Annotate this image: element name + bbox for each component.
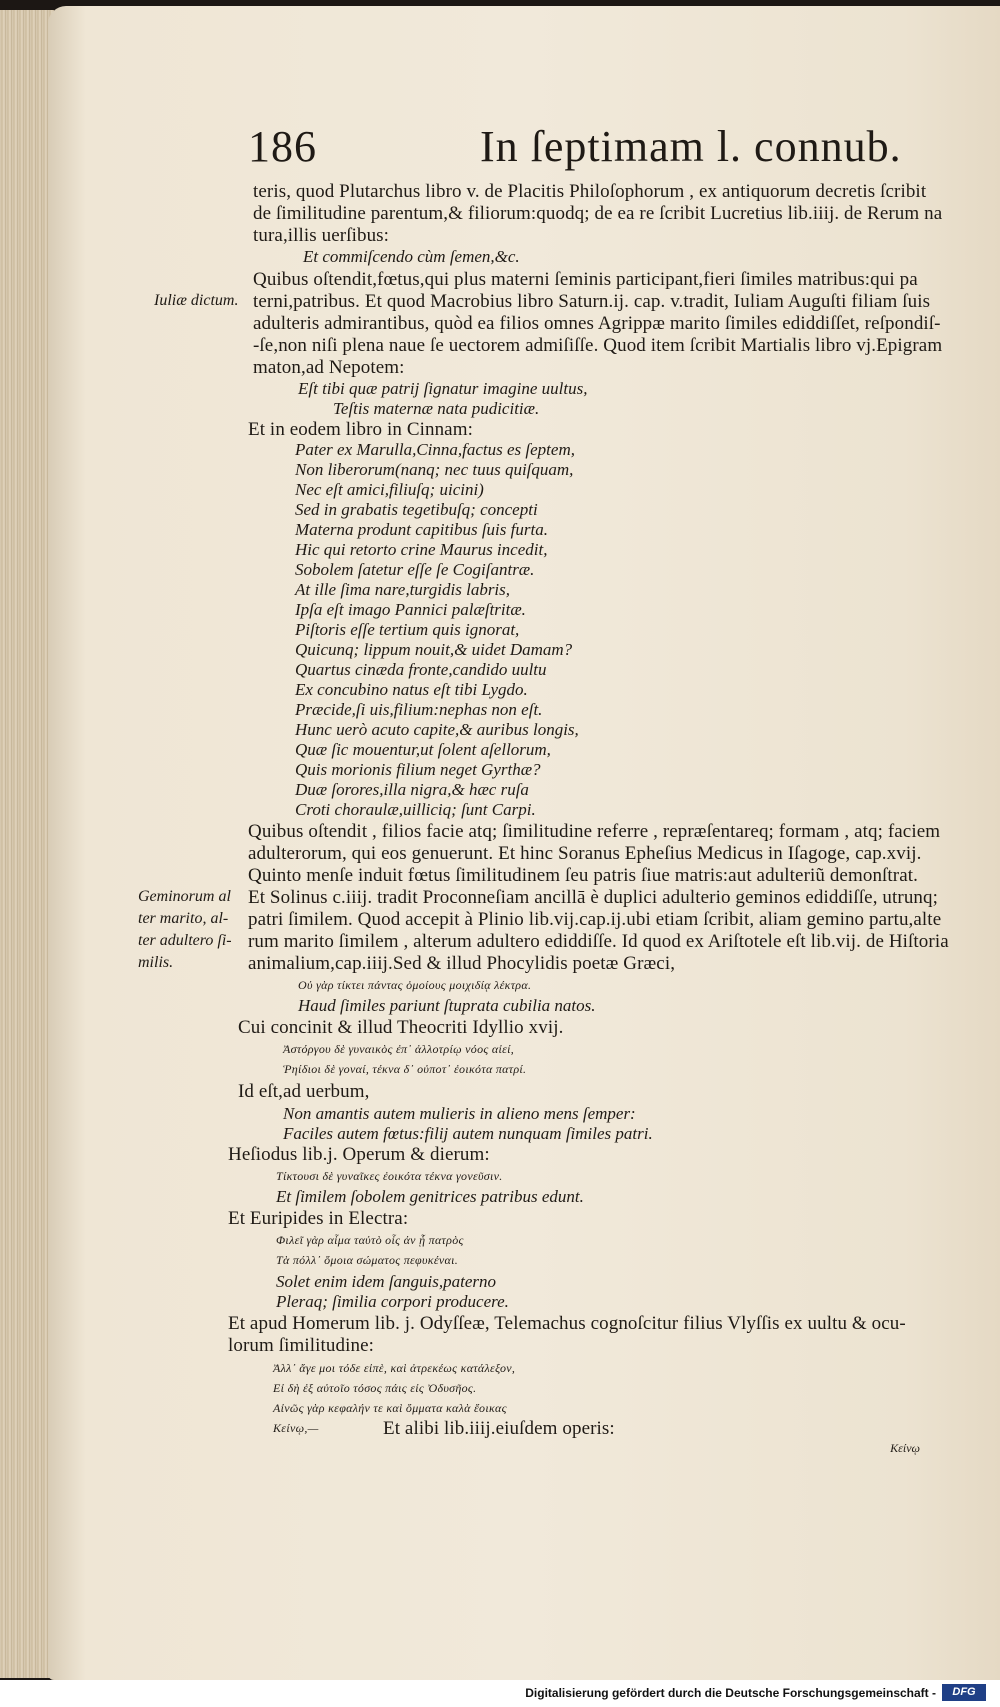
text-line: Quinto menſe induit fœtus ſimilitudinem ſeu patris ſiue matris:aut adulteriũ demonſtrat. [248,865,918,886]
book-page [48,6,1000,1680]
greek-verse-line: Κείνῳ,— [273,1421,319,1435]
verse-line: Pleraq; ſimilia corpori producere. [276,1292,509,1311]
greek-verse-line: Φιλεῖ γὰρ αἷμα ταὐτὸ οἷς ἀν ᾖ πατρὸς [276,1233,464,1247]
text-line: Et in eodem libro in Cinnam: [248,419,473,440]
margin-note: milis. [138,954,174,971]
greek-verse-line: Οὐ γὰρ τίκτει πάντας ὁμοίους μοιχιδίᾳ λέκτρα. [298,978,532,992]
text-line: Et alibi lib.iiij.eiuſdem operis: [383,1418,615,1439]
text-line: Et apud Homerum lib. j. Odyſſeæ, Telemachus cognoſcitur filius Vlyſſis ex uultu & ocu- [228,1313,906,1334]
text-line: Quibus oſtendit , filios facie atq; ſimilitudine referre , repræſentareq; formam , atq; faciem [248,821,941,842]
margin-note: Geminorum al [138,888,231,905]
verse-line: Et ſimilem ſobolem genitrices patribus edunt. [276,1187,584,1206]
greek-verse-line: Ἀλλ᾽ ἄγε μοι τόδε εἰπὲ, καὶ ἀτρεκέως κατάλεξον, [273,1361,516,1375]
verse-line: Hunc uerò acuto capite,& auribus longis, [295,720,579,739]
verse-line: Croti choraulæ,uilliciq; ſunt Carpi. [295,800,536,819]
text-line: terni,patribus. Et quod Macrobius libro Saturn.ij. cap. v.tradit, Iuliam Auguſti filiam ſuis [253,291,931,312]
text-line: Heſiodus lib.j. Operum & dierum: [228,1144,490,1165]
verse-line: Quis morionis filium neget Gyrthæ? [295,760,541,779]
book-fore-edge [0,10,54,1678]
verse-line: Haud ſimiles pariunt ſtuprata cubilia natos. [298,996,596,1015]
verse-line: Sobolem ſatetur eſſe ſe Cogiſantræ. [295,560,535,579]
verse-line: Non amantis autem mulieris in alieno mens ſemper: [283,1104,636,1123]
verse-line: Piſtoris eſſe tertium quis ignorat, [295,620,520,639]
text-line: de ſimilitudine parentum,& filiorum:quodq; de ea re ſcribit Lucretius lib.iiij. de Rerum na [253,203,943,224]
verse-line: At ille ſima nare,turgidis labris, [295,580,511,599]
verse-line: Non liberorum(nanq; nec tuus quiſquam, [295,460,574,479]
text-line: Id eſt,ad uerbum, [238,1081,370,1102]
text-line: lorum ſimilitudine: [228,1335,374,1356]
verse-line: Præcide,ſi uis,filium:nephas non eſt. [295,700,543,719]
text-line: rum marito ſimilem , alterum adultero ediddiſſe. Id quod ex Ariſtotele eſt lib.vij. de Hiſtoria [248,931,949,952]
verse-line: Nec eſt amici,filiuſq; uicini) [295,480,484,499]
verse-line: Quicunq; lippum nouit,& uidet Damam? [295,640,573,659]
dfg-logo: DFG [942,1684,986,1701]
text-line: -ſe,non niſi plena naue ſe uectorem admiſiſſe. Quod item ſcribit Martialis libro vj.Epigram [253,335,943,356]
running-head: In ſeptimam l. connub. [480,122,902,171]
greek-verse-line: Τὰ πόλλ᾽ ὅμοια σώματος πεφυκέναι. [276,1253,459,1267]
verse-line: Et commiſcendo cùm ſemen,&c. [303,247,520,266]
verse-line: Quartus cinæda fronte,candido uultu [295,660,547,679]
greek-verse-line: Τίκτουσι δὲ γυναῖκες ἐοικότα τέκνα γονεῦσιν. [276,1169,503,1183]
text-line: Et Solinus c.iiij. tradit Proconneſiam ancillā è duplici adulterio geminos ediddiſſe, utrunq; [248,887,938,908]
greek-verse-line: Αἰνῶς γὰρ κεφαλήν τε καὶ ὄμματα καλὰ ἔοικας [273,1401,507,1415]
verse-line: Faciles autem fœtus:filij autem nunquam ſimiles patri. [283,1124,653,1143]
catch-word: Κείνῳ [890,1441,920,1455]
verse-line: Hic qui retorto crine Maurus incedit, [295,540,548,559]
page-number: 186 [248,122,317,171]
verse-line: Duæ ſorores,illa nigra,& hæc ruſa [295,780,529,799]
funding-notice: Digitalisierung gefördert durch die Deutsche Forschungsgemeinschaft - [525,1686,936,1700]
text-line: animalium,cap.iiij.Sed & illud Phocylidis poetæ Græci, [248,953,676,974]
margin-note: Iuliæ dictum. [154,292,239,309]
verse-line: Sed in grabatis tegetibuſq; concepti [295,500,538,519]
greek-verse-line: Εἰ δὴ ἐξ αὐτοῖο τόσος πάις εἰς Ὀδυσῆος. [273,1381,477,1395]
margin-note: ter adultero ſi- [138,932,232,949]
text-line: teris, quod Plutarchus libro v. de Placitis Philoſophorum , ex antiquorum decretis ſcribit [253,181,927,202]
text-line: adulteris admirantibus, quòd ea filios omnes Agrippæ marito ſimiles ediddiſſet, reſpondiſ- [253,313,941,334]
greek-verse-line: Ῥηίδιοι δὲ γοναί, τέκνα δ᾽ οὐποτ᾽ ἐοικότα πατρί. [283,1062,527,1076]
verse-line: Solet enim idem ſanguis,paterno [276,1272,497,1291]
verse-line: Teſtis maternæ nata pudicitiæ. [333,399,540,418]
verse-line: Ipſa eſt imago Pannici palæſtritæ. [295,600,526,619]
text-line: Et Euripides in Electra: [228,1208,409,1229]
verse-line: Eſt tibi quæ patrij ſignatur imagine uultus, [298,379,588,398]
footer-bar [0,1680,1000,1707]
text-line: Quibus oſtendit,fœtus,qui plus materni ſeminis participant,fieri ſimiles matribus:qui pa [253,269,918,290]
text-line: adulterorum, qui eos genuerunt. Et hinc Soranus Epheſius Medicus in Iſagoge, cap.xvij. [248,843,922,864]
verse-line: Quæ ſic mouentur,ut ſolent aſellorum, [295,740,551,759]
margin-note: ter marito, al- [138,910,229,927]
text-line: Cui concinit & illud Theocriti Idyllio xvij. [238,1017,564,1038]
greek-verse-line: Ἀστόργου δὲ γυναικὸς ἐπ᾽ ἀλλοτρίῳ νόος αἰεί, [283,1042,515,1056]
verse-line: Pater ex Marulla,Cinna,factus es ſeptem, [295,440,575,459]
verse-line: Materna produnt capitibus ſuis furta. [295,520,548,539]
text-line: tura,illis uerſibus: [253,225,390,246]
text-line: maton,ad Nepotem: [253,357,405,378]
text-line: patri ſimilem. Quod accepit à Plinio lib.vij.cap.ij.ubi etiam ſcribit, aliam gemino partu,alte [248,909,942,930]
verse-line: Ex concubino natus eſt tibi Lygdo. [295,680,528,699]
